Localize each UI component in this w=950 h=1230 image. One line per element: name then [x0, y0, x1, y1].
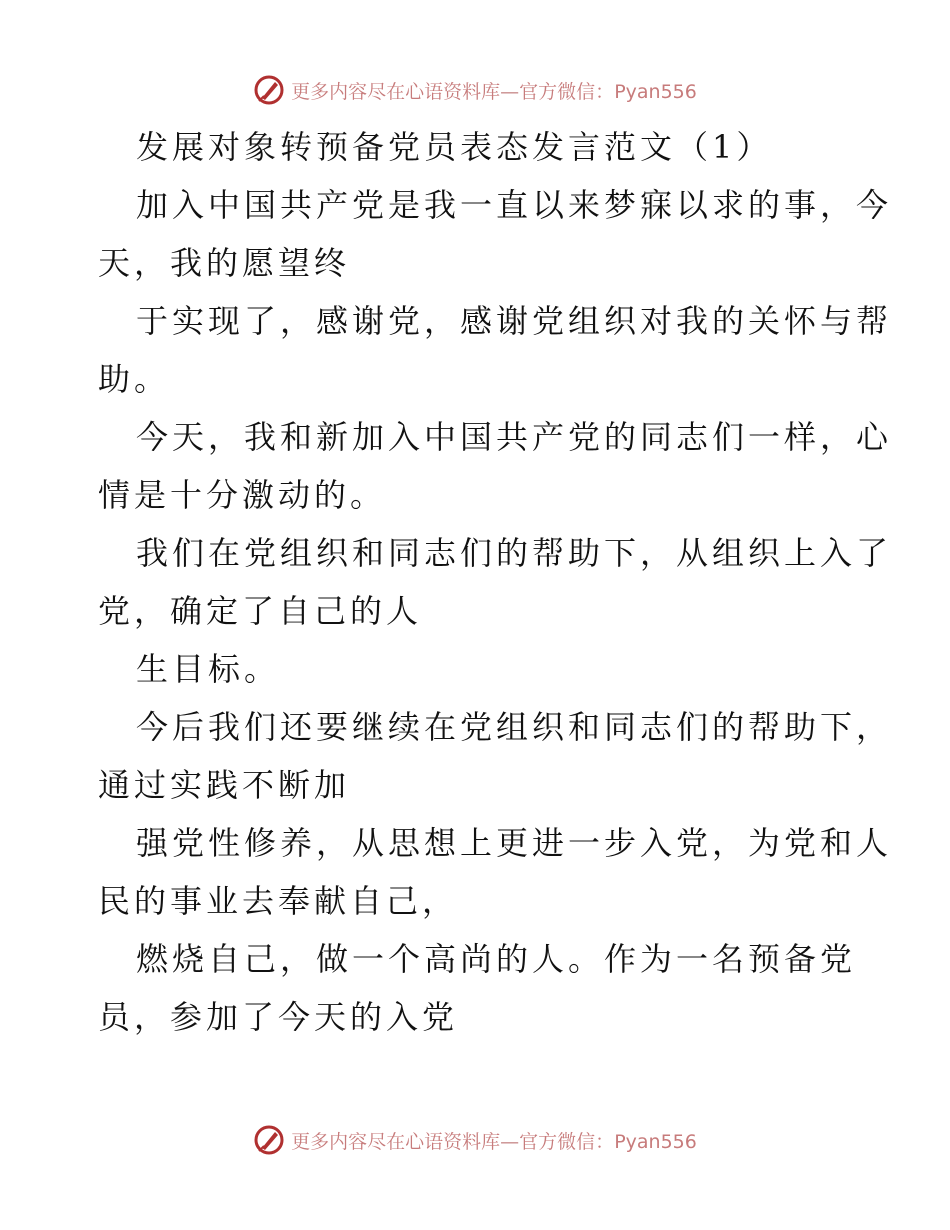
quill-pen-logo-icon — [253, 74, 285, 106]
banner-main-text: 更多内容尽在心语资料库 — [291, 80, 501, 103]
document-line: 员，参加了今天的入党 — [98, 998, 459, 1036]
document-line: 于实现了，感谢党，感谢党组织对我的关怀与帮 — [136, 302, 893, 340]
document-line: 情是十分激动的。 — [98, 476, 387, 514]
banner-wechat-id: Pyan556 — [614, 1130, 697, 1153]
header-banner-text — [291, 77, 697, 104]
banner-separator: — — [500, 1130, 520, 1153]
document-line: 今后我们还要继续在党组织和同志们的帮助下， — [136, 708, 893, 746]
banner-wechat-id: Pyan556 — [614, 80, 697, 103]
document-line: 强党性修养，从思想上更进一步入党，为党和人 — [136, 824, 893, 862]
document-line: 我们在党组织和同志们的帮助下，从组织上入了 — [136, 534, 893, 572]
document-line: 天，我的愿望终 — [98, 244, 351, 282]
document-line: 生目标。 — [136, 650, 281, 688]
document-line: 燃烧自己，做一个高尚的人。作为一名预备党 — [136, 940, 857, 978]
footer-banner-text — [291, 1127, 697, 1154]
document-line: 助。 — [98, 360, 171, 398]
footer-banner-inner — [253, 1124, 697, 1156]
quill-pen-logo-icon — [253, 1124, 285, 1156]
document-body — [98, 118, 893, 1046]
banner-main-text: 更多内容尽在心语资料库 — [291, 1130, 501, 1153]
document-line: 党，确定了自己的人 — [98, 592, 423, 630]
banner-wechat-label: 官方微信： — [519, 80, 615, 103]
document-line: 通过实践不断加 — [98, 766, 351, 804]
banner-wechat-label: 官方微信： — [519, 1130, 615, 1153]
banner-separator: — — [500, 80, 520, 103]
document-line: 民的事业去奉献自己， — [98, 882, 459, 920]
document-line: 加入中国共产党是我一直以来梦寐以求的事，今 — [136, 186, 893, 224]
footer-banner — [0, 1120, 950, 1160]
header-banner — [0, 70, 950, 110]
document-title: 发展对象转预备党员表态发言范文（1） — [136, 128, 773, 166]
header-banner-inner — [253, 74, 697, 106]
document-line: 今天，我和新加入中国共产党的同志们一样，心 — [136, 418, 893, 456]
